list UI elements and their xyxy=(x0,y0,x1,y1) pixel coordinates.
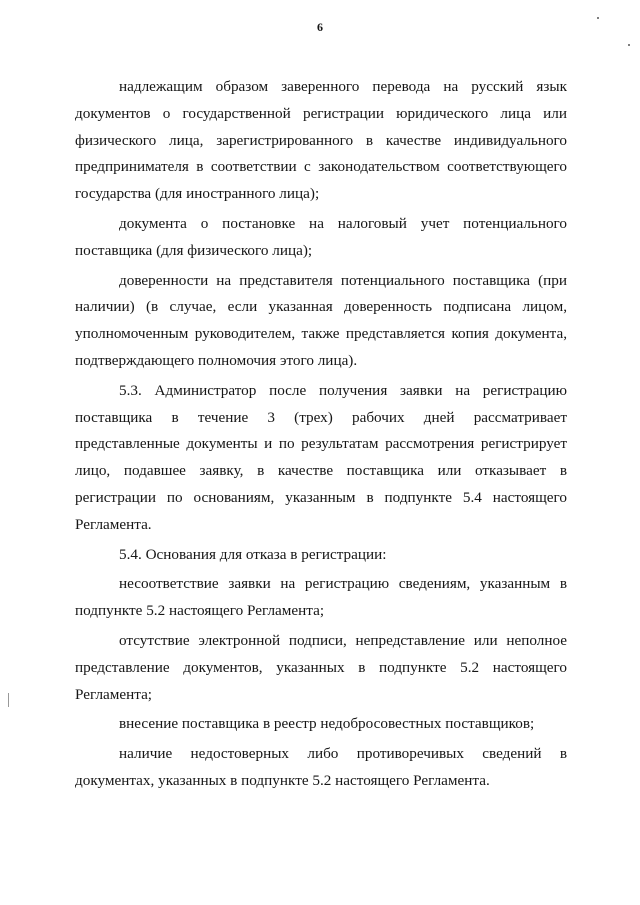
paragraph-3: доверенности на представителя потенциального поставщика (при наличии) (в случае, если указанная доверенность подписана лицом, уполномоченным руководителем, также представляется копия документа, подтверждающего полномочия этого лица). xyxy=(75,271,567,369)
document-body xyxy=(75,74,567,795)
paragraph-7: отсутствие электронной подписи, непредставление или неполное представление документов, указанных в подпункте 5.2 настоящего Регламента; xyxy=(75,631,567,703)
paragraph-2: документа о постановке на налоговый учет потенциального поставщика (для физического лица); xyxy=(75,214,567,259)
paragraph-6: несоответствие заявки на регистрацию сведениям, указанным в подпункте 5.2 настоящего Регламента; xyxy=(75,575,567,620)
paragraph-5: 5.4. Основания для отказа в регистрации: xyxy=(119,545,387,563)
paragraph-4: 5.3. Администратор после получения заявки на регистрацию поставщика в течение 3 (трех) рабочих дней рассматривает представленные документы и по результатам рассмотрения регистрирует лицо, подавшее заявку, в качестве поставщика или отказывает в регистрации по основаниям, указанным в подпункте 5.4 настоящего Регламента. xyxy=(75,381,567,533)
scan-speck xyxy=(8,693,9,707)
page-number: 6 xyxy=(317,20,323,34)
paragraph-9: наличие недостоверных либо противоречивых сведений в документах, указанных в подпункте 5.2 настоящего Регламента. xyxy=(75,745,567,789)
paragraph-8: внесение поставщика в реестр недобросовестных поставщиков; xyxy=(119,715,535,733)
scan-speck xyxy=(597,17,599,19)
scan-speck xyxy=(628,44,630,46)
paragraph-1: надлежащим образом заверенного перевода на русский язык документов о государственной регистрации юридического лица или физического лица, зарегистрированного в качестве индивидуального предпринимателя в соответствии с законодательством соответствующего государства (для иностранного лица); xyxy=(75,78,567,203)
